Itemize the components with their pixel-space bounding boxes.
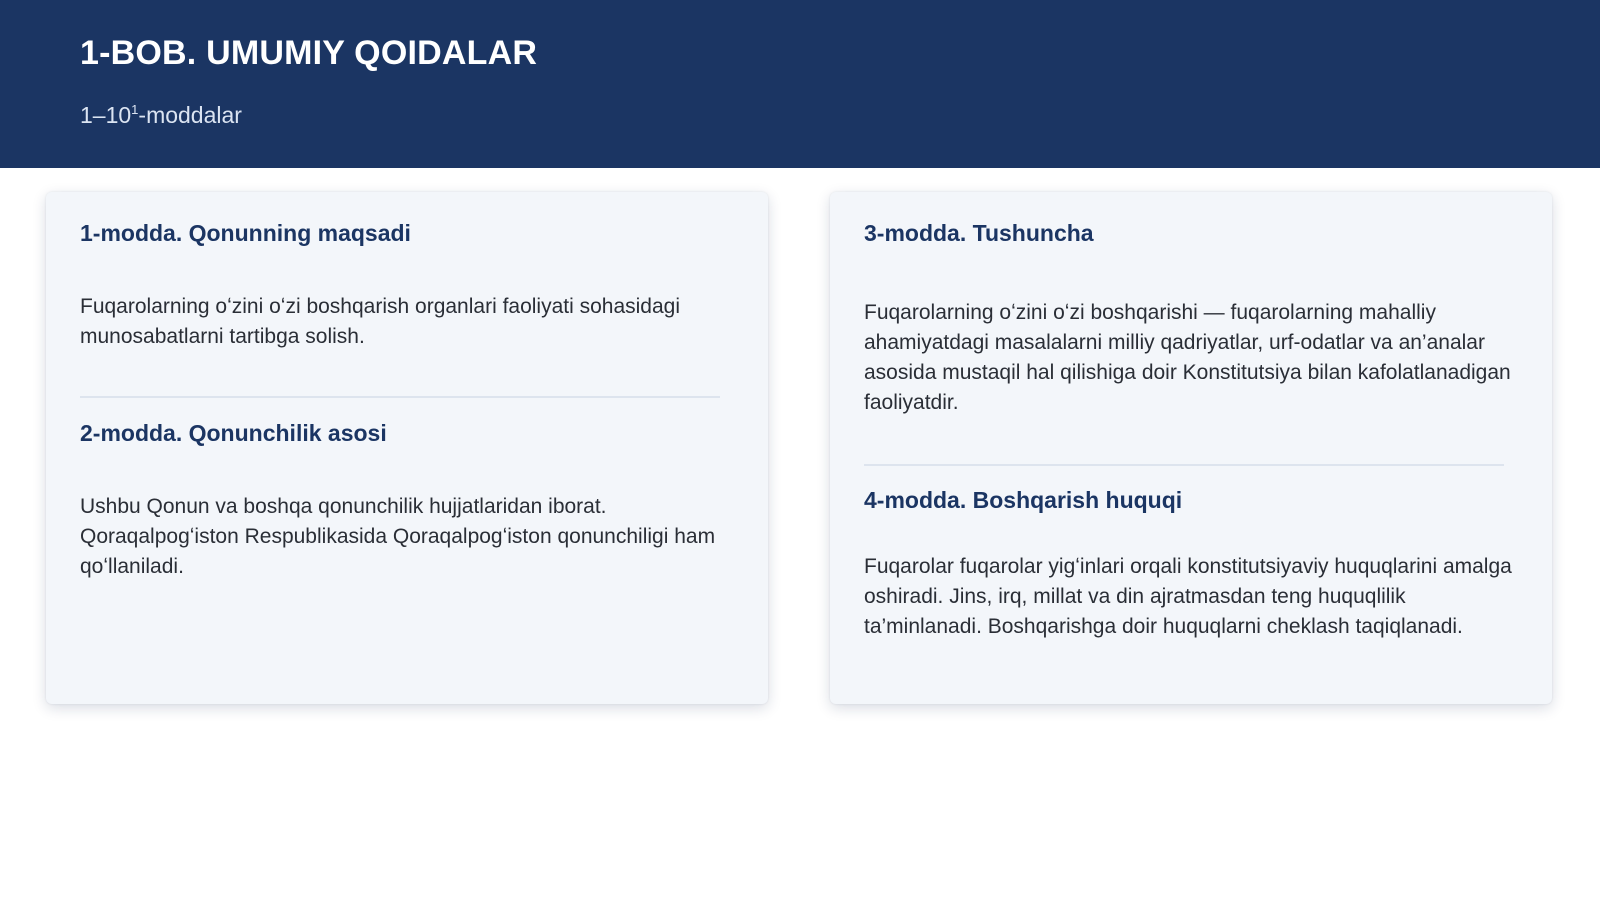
subtitle-range: 1–10 — [80, 102, 132, 128]
chapter-header — [0, 0, 1600, 168]
articles-card-right — [830, 192, 1552, 704]
chapter-title: 1-BOB. UMUMIY QOIDALAR — [80, 34, 538, 72]
article-1-heading: 1-modda. Qonunning maqsadi — [80, 220, 411, 246]
article-2-body: Ushbu Qonun va boshqa qonunchilik hujjatlaridan iborat. Qoraqalpogʻiston Respublikasida Qoraqalpogʻiston qonunchiligi ham qoʻllaniladi. — [80, 495, 716, 578]
article-4-heading: 4-modda. Boshqarish huquqi — [864, 487, 1183, 513]
subtitle-suffix: -moddalar — [138, 102, 242, 128]
article-2-heading: 2-modda. Qonunchilik asosi — [80, 420, 387, 446]
article-divider — [80, 396, 720, 398]
chapter-subtitle — [80, 102, 242, 129]
subtitle-superscript: 1 — [131, 102, 139, 117]
article-divider — [864, 464, 1504, 466]
article-4-body: Fuqarolar fuqarolar yigʻinlari orqali konstitutsiyaviy huquqlarini amalga oshiradi. Jins, irq, millat va din ajratmasdan teng huquqlilik ta’minlanadi. Boshqarishga doir huquqlarni cheklash taqiqlanadi. — [864, 555, 1512, 638]
article-1-body: Fuqarolarning oʻzini oʻzi boshqarish organlari faoliyati sohasidagi munosabatlarni tartibga solish. — [80, 295, 681, 348]
article-3-body: Fuqarolarning oʻzini oʻzi boshqarishi — fuqarolarning mahalliy ahamiyatdagi masalalarni milliy qadriyatlar, urf-odatlar va an’analar asosida mustaqil hal qilishiga doir Konstitutsiya bilan kafolatlanadigan faoliyatdir. — [864, 301, 1511, 414]
articles-card-left — [46, 192, 768, 704]
article-3-heading: 3-modda. Tushuncha — [864, 220, 1094, 246]
